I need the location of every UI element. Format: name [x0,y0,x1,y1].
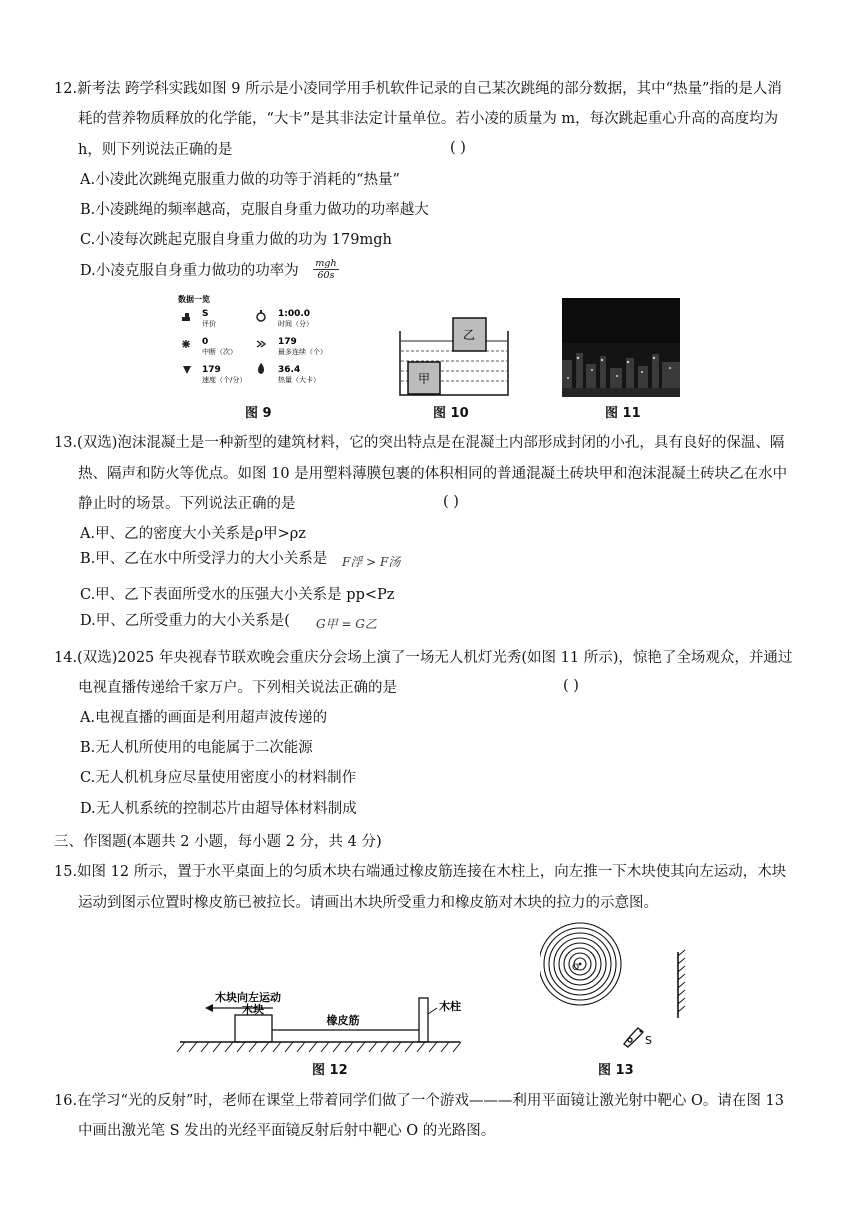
q13-answer-paren: ( ) [443,494,459,510]
fraction-denominator: 60s [313,269,339,281]
fig9-value-time: 1:00.0 [278,309,311,319]
q12-option-c: C.小凌每次跳起克服自身重力做的功为 179mgh [80,232,392,248]
fig9-label-time: 时间（分） [278,320,313,328]
q14-option-d: D.无人机系统的控制芯片由超导体材料制成 [80,801,357,817]
fig9-label-speed: 速度（个/分） [202,376,247,384]
fig12-band-label: 橡皮筋 [326,1014,360,1027]
q12-line3: h，则下列说法正确的是 [78,142,233,158]
figure-10-caption: 图 10 [433,406,469,421]
left-arrow-icon [205,1004,213,1012]
q16-line2: 中画出激光笔 S 发出的光经平面镜反射后射中靶心 O 的光路图。 [78,1123,496,1139]
fig12-arrow-label: 木块向左运动 [215,991,281,1004]
figure-13-diagram [540,920,690,1055]
figure-10-container [395,315,515,400]
fig9-value-rating: S [202,309,209,319]
q14-option-b: B.无人机所使用的电能属于二次能源 [80,740,313,756]
block-b-label: 乙 [462,328,476,342]
q15-line2: 运动到图示位置时橡皮筋已被拉长。请画出木块所受重力和橡皮筋对木块的拉力的示意图。 [78,895,658,911]
figure-12-diagram [175,990,465,1055]
fig9-value-interrupt: 0 [202,337,209,347]
fig9-label-calorie: 热量（大卡） [278,376,320,384]
q12-option-d: D.小凌克服自身重力做功的功率为 [80,263,299,279]
fig9-value-calorie: 36.4 [278,365,301,375]
wood-block [235,1015,272,1042]
streak-icon [257,341,265,347]
figure-11-photo [562,298,680,397]
q13-option-a: A.甲、乙的密度大小关系是ρ甲>ρz [80,526,306,542]
figure-9-caption: 图 9 [245,406,272,421]
fraction-numerator: mgh [315,258,337,269]
calorie-icon [258,363,264,374]
speed-icon [183,366,191,374]
q14-option-a: A.电视直播的画面是利用超声波传递的 [80,710,328,726]
q12-line2: 耗的营养物质释放的化学能，“大卡”是其非法定计量单位。若小凌的质量为 m，每次跳起重心升高的高度均为 [78,111,779,127]
fig9-header: 数据一览 [178,295,210,304]
q14-option-c: C.无人机机身应尽量使用密度小的材料制作 [80,770,357,786]
figure-13-caption: 图 13 [598,1063,634,1078]
fig9-value-streak: 179 [278,337,297,347]
fig9-label-streak: 最多连续（个） [278,348,327,356]
q12-option-a: A.小凌此次跳绳克服重力做的功等于消耗的“热量” [80,172,400,188]
q13-line2: 热、隔声和防火等优点。如图 10 是用塑料薄膜包裹的体积相同的普通混凝土砖块甲和泡沫混凝土砖块乙在水中 [78,466,788,482]
figure-11-caption: 图 11 [605,406,641,421]
wood-post [419,998,428,1042]
q13-line1: 13.(双选)泡沫混凝土是一种新型的建筑材料，它的突出特点是在混凝土内部形成封闭的小孔，具有良好的保温、隔 [54,435,785,451]
q13-option-b: B.甲、乙在水中所受浮力的大小关系是 [80,551,328,567]
block-a-label: 甲 [417,372,431,386]
rating-icon [182,313,190,321]
q13-option-b-formula: F浮 > F汤 [342,555,401,569]
fig9-label-interrupt: 中断（次） [202,348,237,356]
fig13-center-label: O [572,963,580,973]
figure-9-data-panel [170,290,350,400]
section-3-heading: 三、作图题(本题共 2 小题，每小题 2 分，共 4 分) [54,834,382,850]
fig12-block-label: 木块 [242,1003,264,1016]
figure-12-caption: 图 12 [312,1063,348,1078]
fig12-post-label: 木柱 [439,1000,461,1013]
q15-line1: 15.如图 12 所示，置于水平桌面上的匀质木块右端通过橡皮筋连接在木柱上，向左推一下木块使其向左运动，木块 [54,864,787,880]
q14-line2: 电视直播传递给千家万户。下列相关说法正确的是 [78,680,397,696]
q14-answer-paren: ( ) [563,678,579,694]
q16-line1: 16.在学习“光的反射”时，老师在课堂上带着同学们做了一个游戏———利用平面镜让激光射中靶心 O。请在图 13 [54,1093,784,1109]
q13-option-d: D.甲、乙所受重力的大小关系是( [80,613,290,629]
q12-answer-paren: ( ) [450,140,466,156]
q13-option-d-formula: G甲 = G乙 [316,617,377,631]
q13-option-c: C.甲、乙下表面所受水的压强大小关系是 pp<Pz [80,587,395,603]
fig9-label-rating: 评价 [202,320,216,328]
q12-line1: 12.新考法 跨学科实践如图 9 所示是小凌同学用手机软件记录的自己某次跳绳的部分数据，其中“热量”指的是人消 [54,81,782,97]
fig13-source-label: S [645,1034,652,1047]
q13-line3: 静止时的场景。下列说法正确的是 [78,496,296,512]
q14-line1: 14.(双选)2025 年央视春节联欢晚会重庆分会场上演了一场无人机灯光秀(如图 11 所示)，惊艳了全场观众，并通过 [54,650,793,666]
timer-icon [257,310,265,321]
fig9-value-speed: 179 [202,365,221,375]
interrupt-icon [182,340,190,348]
q12-option-b: B.小凌跳绳的频率越高，克服自身重力做功的功率越大 [80,202,429,218]
q12-option-d-fraction [313,258,339,281]
